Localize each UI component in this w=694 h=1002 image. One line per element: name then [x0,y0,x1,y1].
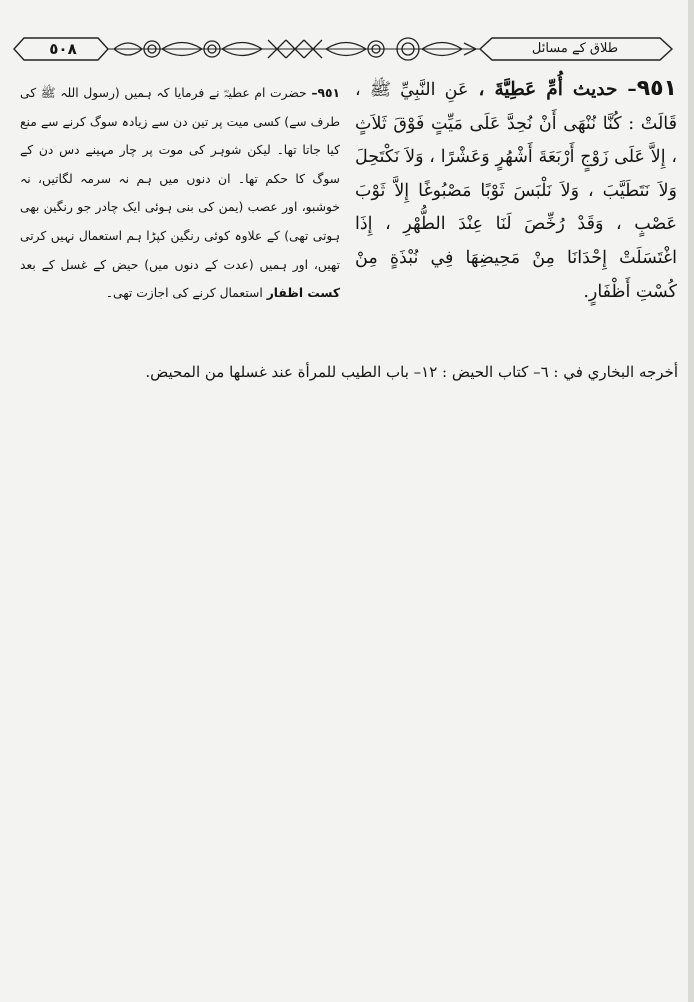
hadith-heading: – حديث أُمِّ عَطِيَّةَ ، [468,79,637,100]
hadith-body: عَنِ النَّبِيِّ ﷺ ، قَالَتْ : كُنَّا نُنْهَى أَنْ نُحِدَّ عَلَى مَيِّتٍ فَوْقَ ثَلاَثٍ ، إِلاَّ عَلَى زَوْجٍ أَرْبَعَةَ أَشْهُرٍ وَعَشْرًا ، وَلاَ نَكْتَحِلَ وَلاَ نَتَطَيَّبَ ، وَلاَ نَلْبَسَ ثَوْبًا مَصْبُوغًا إِلاَّ ثَوْبَ عَصْبٍ ، وَقَدْ رُخِّصَ لَنَا عِنْدَ الطُّهْرِ ، إِذَا اغْتَسَلَتْ إِحْدَانَا مِنْ مَحِيضِهَا فِي نُبْذَةٍ مِنْ كُسْتِ أَظْفَارٍ. [355,80,677,302]
hadith-number: ٩٥١ [636,76,677,101]
urdu-translation [20,79,340,308]
source-reference: أخرجه البخاري في : ٦– كتاب الحيض : ١٢– باب الطيب للمرأة عند غسلها من المحيض. [145,363,678,381]
page-number: ٥٠٨ [49,40,77,58]
page-header [10,34,674,64]
arabic-hadith-text [355,72,677,309]
translation-body: حضرت ام عطیہؓ نے فرمایا کہ ہمیں (رسول اللہ ﷺ کی طرف سے) کسی میت پر تین دن سے زیادہ سوگ کرنے سے منع کیا جاتا تھا۔ لیکن شوہر کی موت پر چار مہینے دس دن کے سوگ کا حکم تھا۔ ان دنوں میں ہم نہ سرمہ لگاتیں، نہ خوشبو، اور عصب (یمن کی بنی ہوئی ایک چادر جو رنگین بھی ہوتی تھی) کے علاوہ کوئی رنگین کپڑا ہم استعمال نہیں کرتی تھیں، اور ہمیں (عدت کے دنوں میں) حیض کے غسل کے بعد [20,86,340,272]
page-edge [688,0,694,1002]
chapter-title: طلاق کے مسائل [531,41,619,56]
translation-end: استعمال کرنے کی اجازت تھی۔ [105,286,267,301]
translation-number: ٩٥١– [311,86,340,100]
translation-bold-term: کست اظفار [266,286,340,301]
